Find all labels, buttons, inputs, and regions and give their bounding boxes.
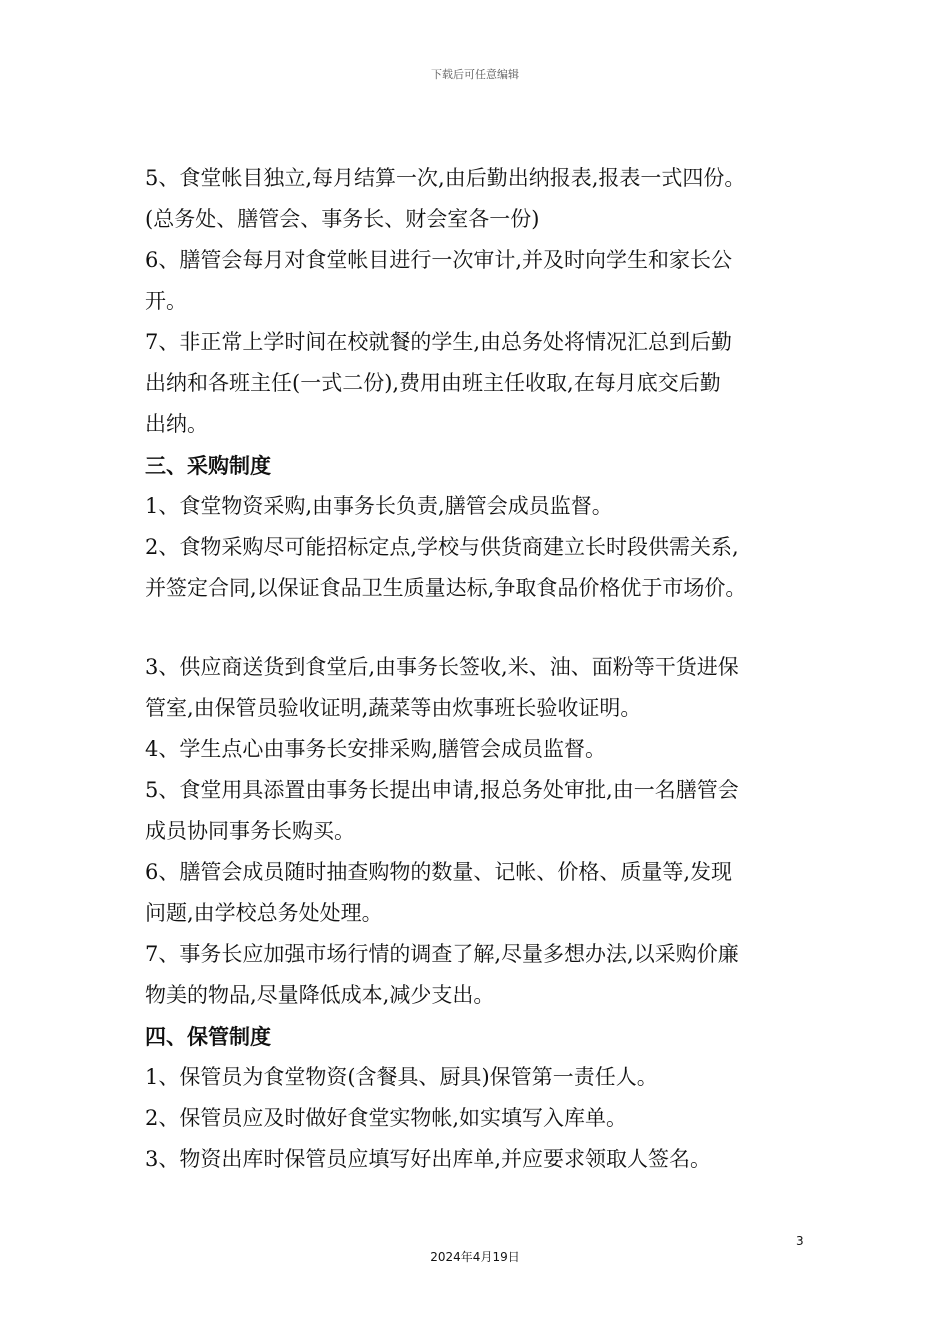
paragraph-line: 开。 [145, 289, 187, 313]
page-header: 下载后可任意编辑 [431, 68, 519, 81]
paragraph-line: 4、学生点心由事务长安排采购,膳管会成员监督。 [145, 737, 607, 761]
paragraph-line: 出纳。 [145, 412, 208, 436]
section-heading-storage: 四、保管制度 [145, 1024, 271, 1049]
paragraph-line: 6、膳管会成员随时抽查购物的数量、记帐、价格、质量等,发现 [145, 860, 733, 884]
document-body [145, 158, 810, 1180]
paragraph-line: 1、保管员为食堂物资(含餐具、厨具)保管第一责任人。 [145, 1065, 658, 1089]
paragraph-line: (总务处、膳管会、事务长、财会室各一份) [145, 207, 540, 231]
paragraph-line: 管室,由保管员验收证明,蔬菜等由炊事班长验收证明。 [145, 696, 642, 720]
paragraph-line: 2、保管员应及时做好食堂实物帐,如实填写入库单。 [145, 1106, 628, 1130]
paragraph-line: 3、供应商送货到食堂后,由事务长签收,米、油、面粉等干货进保 [145, 655, 739, 679]
paragraph-line: 7、事务长应加强市场行情的调查了解,尽量多想办法,以采购价廉 [145, 942, 739, 966]
paragraph-line: 问题,由学校总务处处理。 [145, 901, 383, 925]
paragraph-gap [145, 609, 810, 647]
paragraph-line: 7、非正常上学时间在校就餐的学生,由总务处将情况汇总到后勤 [145, 330, 733, 354]
paragraph-line: 1、食堂物资采购,由事务长负责,膳管会成员监督。 [145, 494, 613, 518]
paragraph-line: 3、物资出库时保管员应填写好出库单,并应要求领取人签名。 [145, 1147, 712, 1171]
footer-date: 2024年4月19日 [430, 1250, 520, 1264]
paragraph-line: 5、食堂用具添置由事务长提出申请,报总务处审批,由一名膳管会 [145, 778, 739, 802]
section-heading-purchasing: 三、采购制度 [145, 453, 271, 478]
paragraph-line: 物美的物品,尽量降低成本,减少支出。 [145, 983, 495, 1007]
paragraph-line: 2、食物采购尽可能招标定点,学校与供货商建立长时段供需关系, [145, 535, 739, 559]
paragraph-line: 出纳和各班主任(一式二份),费用由班主任收取,在每月底交后勤 [145, 371, 721, 395]
page-number: 3 [796, 1234, 804, 1248]
paragraph-line: 成员协同事务长购买。 [145, 819, 355, 843]
paragraph-line: 5、食堂帐目独立,每月结算一次,由后勤出纳报表,报表一式四份。 [145, 166, 746, 190]
paragraph-line: 并签定合同,以保证食品卫生质量达标,争取食品价格优于市场价。 [145, 576, 747, 600]
paragraph-line: 6、膳管会每月对食堂帐目进行一次审计,并及时向学生和家长公 [145, 248, 733, 272]
